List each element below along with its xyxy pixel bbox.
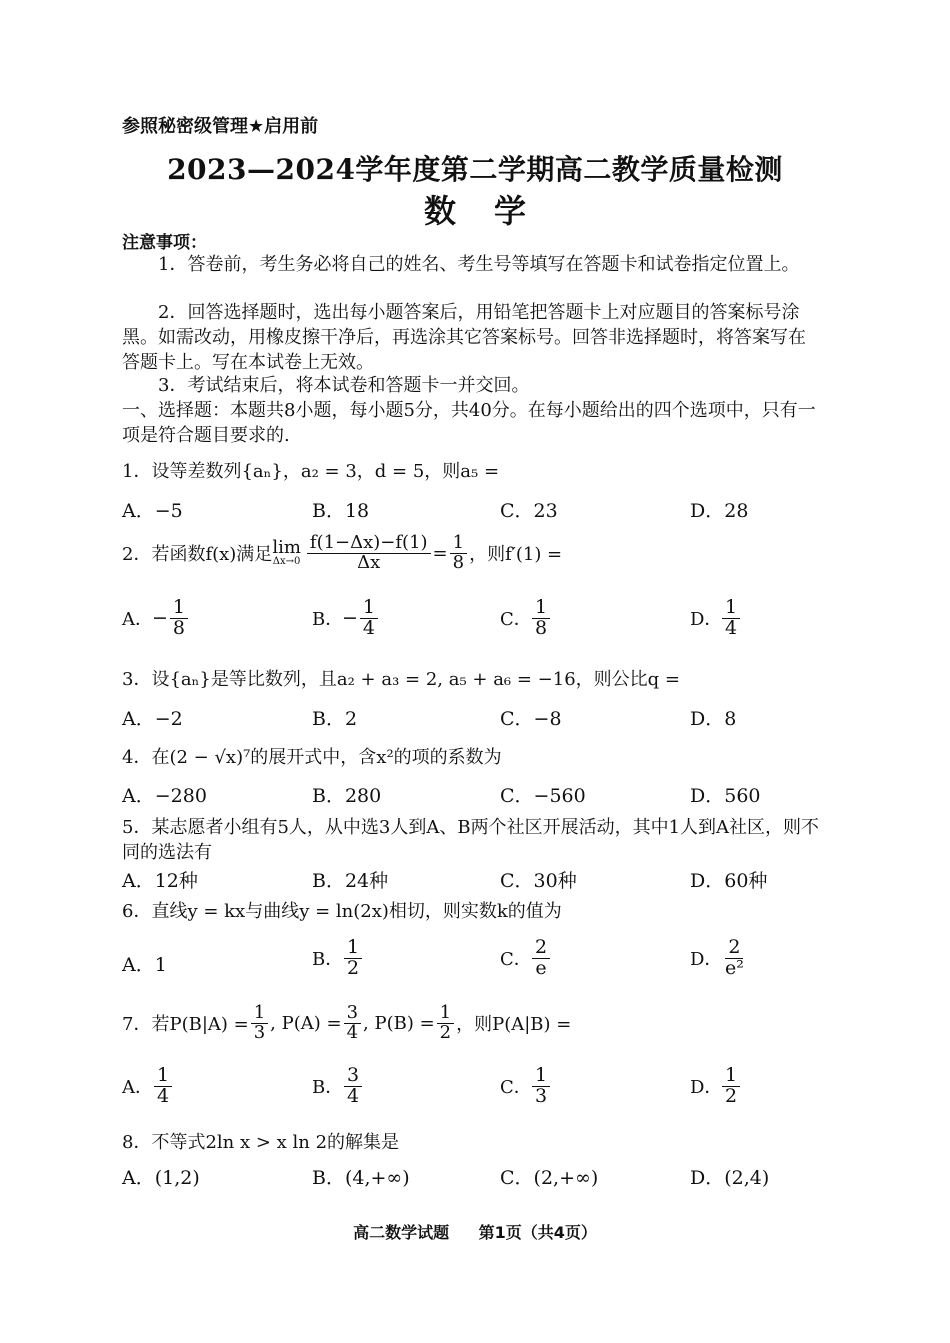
q2-option-a — [122, 598, 190, 639]
q2-d-label: D． — [690, 609, 723, 631]
q6-b-label: B． — [312, 949, 344, 971]
notice-item-1: 1．答卷前，考生务必将自己的姓名、考生号等填写在答题卡和试卷指定位置上。 — [158, 254, 800, 275]
q2-c-fraction — [532, 598, 550, 639]
q7-option-d — [690, 1066, 742, 1107]
q2-lead: 2．若函数f(x)满足 — [122, 544, 273, 566]
q7-c-num: 1 — [532, 1066, 550, 1087]
q6-d-fraction — [722, 938, 747, 979]
q8-option-d: D．(2,4) — [690, 1167, 770, 1189]
confidentiality-label: 参照秘密级管理★启用前 — [122, 116, 319, 137]
q5-option-d: D．60种 — [690, 870, 768, 892]
q2-d-den: 4 — [725, 616, 738, 639]
q2-a-label: A． — [122, 609, 153, 631]
q7-frac-2 — [344, 1004, 361, 1043]
q1-option-b: B．18 — [312, 500, 370, 522]
footer-exam-name: 高二数学试题 — [353, 1223, 450, 1242]
question-1-stem: 1．设等差数列{aₙ}，a₂ = 3，d = 5，则a₅ = — [122, 461, 500, 482]
q3-option-c: C．−8 — [500, 708, 562, 730]
q7-f2-num: 3 — [344, 1004, 361, 1024]
q2-limit — [272, 539, 301, 567]
q4-option-a: A．−280 — [122, 785, 207, 807]
q2-lim-word: lim — [272, 537, 301, 559]
q1-option-c: C．23 — [500, 500, 558, 522]
q7-b-den: 4 — [347, 1084, 360, 1107]
q7-frac-3 — [437, 1004, 454, 1043]
q6-b-fraction — [344, 938, 362, 979]
subject-title: 数学 — [423, 192, 564, 230]
q6-d-label: D． — [690, 949, 723, 971]
q7-d-fraction — [722, 1066, 740, 1107]
q5-option-b: B．24种 — [312, 870, 389, 892]
q7-d-den: 2 — [725, 1084, 738, 1107]
q2-option-b — [312, 598, 380, 639]
q7-tail: ，则P(A|B) = — [456, 1014, 572, 1036]
q7-a-label: A． — [122, 1077, 153, 1099]
q6-c-den: e — [535, 956, 547, 979]
q7-b-num: 3 — [344, 1066, 362, 1087]
q6-option-d — [690, 938, 749, 979]
q7-a-num: 1 — [154, 1066, 172, 1087]
q2-b-label: B． — [312, 609, 344, 631]
q7-c-den: 3 — [535, 1084, 548, 1107]
exam-title: 2023—2024学年度第二学期高二教学质量检测 — [167, 153, 783, 186]
q2-equals: = — [432, 542, 448, 564]
q7-f2-den: 4 — [346, 1021, 359, 1043]
q7-mid-1: , P(A) = — [270, 1012, 342, 1034]
q7-d-label: D． — [690, 1077, 723, 1099]
q6-d-num: 2 — [725, 938, 743, 959]
notice-heading: 注意事项： — [122, 233, 207, 253]
question-6-stem: 6．直线y = kx与曲线y = ln(2x)相切，则实数k的值为 — [122, 901, 562, 922]
q2-a-fraction — [170, 598, 188, 639]
footer-page-number: 第1页（共4页） — [478, 1223, 597, 1242]
q7-lead: 7．若P(B|A) = — [122, 1014, 249, 1036]
q3-option-d: D．8 — [690, 708, 737, 730]
q6-option-b — [312, 938, 364, 979]
q2-b-num: 1 — [360, 598, 378, 619]
question-4-stem: 4．在(2 − √x)⁷的展开式中，含x²的项的系数为 — [122, 747, 502, 768]
q3-option-a: A．−2 — [122, 708, 183, 730]
q7-frac-1 — [251, 1004, 268, 1043]
q7-a-den: 4 — [157, 1084, 170, 1107]
q7-option-b — [312, 1066, 364, 1107]
q2-b-sign: − — [342, 607, 358, 630]
q1-option-a: A．−5 — [122, 500, 183, 522]
q1-option-d: D．28 — [690, 500, 749, 522]
question-5-stem: 5．某志愿者小组有5人，从中选3人到A、B两个社区开展活动，其中1人到A社区，则不同的选法有 — [122, 817, 820, 863]
q7-c-label: C． — [500, 1077, 532, 1099]
q8-option-b: B．(4,+∞) — [312, 1167, 410, 1189]
q2-rhs-num: 1 — [450, 534, 467, 554]
q7-f1-den: 3 — [253, 1021, 266, 1043]
q6-option-c — [500, 938, 552, 979]
q6-b-num: 1 — [344, 938, 362, 959]
q8-option-c: C．(2,+∞) — [500, 1167, 599, 1189]
page-footer — [0, 1220, 950, 1243]
q2-option-d — [690, 598, 742, 639]
q2-option-c — [500, 598, 552, 639]
q7-c-fraction — [532, 1066, 550, 1107]
q7-option-c — [500, 1066, 552, 1107]
q5-option-a: A．12种 — [122, 870, 198, 892]
q2-c-num: 1 — [532, 598, 550, 619]
q6-c-label: C． — [500, 949, 532, 971]
q7-f3-den: 2 — [439, 1021, 452, 1043]
q2-b-den: 4 — [362, 616, 376, 639]
question-8-stem: 8．不等式2ln x > x ln 2的解集是 — [122, 1132, 400, 1153]
q2-lim-sub: Δx→0 — [272, 556, 301, 568]
q7-f3-num: 1 — [437, 1004, 454, 1024]
q5-option-c: C．30种 — [500, 870, 577, 892]
notice-item-3: 3．考试结束后，将本试卷和答题卡一并交回。 — [158, 375, 530, 396]
q6-c-num: 2 — [532, 938, 550, 959]
q6-d-den: e² — [725, 956, 744, 979]
q4-option-c: C．−560 — [500, 785, 586, 807]
q7-option-a — [122, 1066, 174, 1107]
q2-rhs-den: 8 — [452, 551, 465, 573]
q7-mid-2: , P(B) = — [363, 1012, 435, 1034]
q2-numerator: f(1−Δx)−f(1) — [307, 534, 431, 554]
q2-rhs-fraction — [450, 534, 467, 573]
q2-tail: ，则f′(1) = — [469, 544, 563, 566]
q2-d-num: 1 — [722, 598, 740, 619]
q2-fraction — [307, 534, 431, 573]
notice-item-2: 2．回答选择题时，选出每小题答案后，用铅笔把答题卡上对应题目的答案标号涂黑。如需改动，用橡皮擦干净后，再选涂其它答案标号。回答非选择题时，将答案写在答题卡上。写在本试卷上无效。 — [122, 302, 806, 373]
q7-b-fraction — [344, 1066, 362, 1107]
q7-a-fraction — [154, 1066, 172, 1107]
q2-a-num: 1 — [170, 598, 188, 619]
question-2-stem — [122, 534, 562, 573]
question-7-stem — [122, 1004, 571, 1043]
q6-option-a: A．1 — [122, 954, 167, 976]
q2-denominator: Δx — [357, 551, 381, 573]
section-1-heading: 一、选择题：本题共8小题，每小题5分，共40分。在每小题给出的四个选项中，只有一项是符合题目要求的. — [122, 400, 816, 446]
q6-c-fraction — [532, 938, 550, 979]
q2-c-label: C． — [500, 609, 532, 631]
q4-option-b: B．280 — [312, 785, 382, 807]
q2-a-den: 8 — [172, 616, 186, 639]
q2-c-den: 8 — [535, 616, 548, 639]
q8-option-a: A．(1,2) — [122, 1167, 200, 1189]
q3-option-b: B．2 — [312, 708, 358, 730]
q4-option-d: D．560 — [690, 785, 761, 807]
q2-a-sign: − — [152, 607, 168, 630]
q2-d-fraction — [722, 598, 740, 639]
q7-f1-num: 1 — [251, 1004, 268, 1024]
q7-d-num: 1 — [722, 1066, 740, 1087]
q6-b-den: 2 — [347, 956, 360, 979]
question-3-stem: 3．设{aₙ}是等比数列，且a₂ + a₃ = 2, a₅ + a₆ = −16，则公比q = — [122, 669, 680, 690]
q2-b-fraction — [360, 598, 378, 639]
q7-b-label: B． — [312, 1077, 344, 1099]
